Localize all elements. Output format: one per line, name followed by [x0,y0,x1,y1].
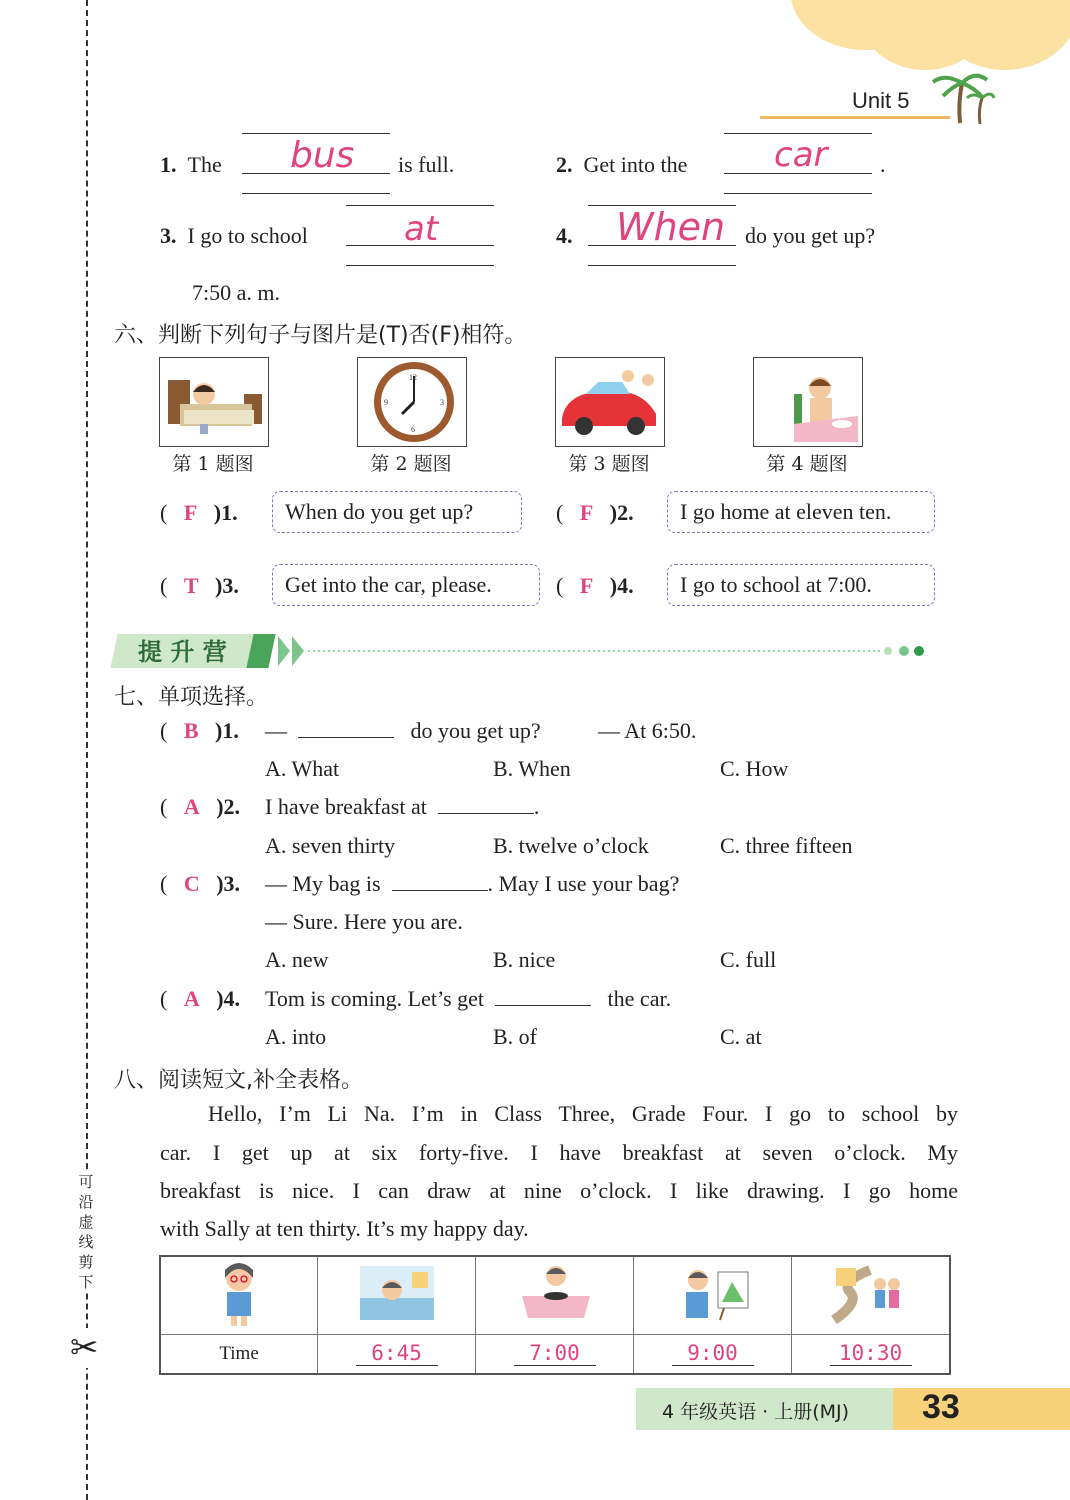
book-title: 4 年级英语 · 上册(MJ) [662,1401,850,1423]
picture-4 [753,357,863,447]
fill-item-2: 2. Get into the [556,152,688,177]
fill-item-4: 4. [556,223,573,248]
caption-1: 第 1 题图 [172,453,254,475]
option-4c: C. at [720,1024,762,1049]
caption-2: 第 2 题图 [370,453,452,475]
option-2b: B. twelve o’clock [493,833,649,858]
sentence-box-2: I go home at eleven ten. [667,491,935,533]
cut-instruction: 可沿虚线剪下 [76,1172,96,1292]
fill-item-3: 3. I go to school [160,223,308,248]
option-3b: B. nice [493,947,556,972]
table-cell-getup [318,1256,476,1334]
passage-line-4: with Sally at ten thirty. It’s my happy day. [160,1216,529,1241]
palm-tree-icon [925,68,995,126]
caption-3: 第 3 题图 [568,453,650,475]
judge-item-2: ( F )2. [556,500,634,525]
option-2a: A. seven thirty [265,833,396,858]
header-underline [760,116,950,119]
banner-label: 提 升 营 [138,638,227,666]
passage-line-2: car. I get up at six forty-five. I have breakfast at seven o’clock. My [160,1140,958,1165]
caption-4: 第 4 题图 [766,453,848,475]
time-cell-4: 10:30 [792,1334,951,1374]
picture-1 [159,357,269,447]
picture-3 [555,357,665,447]
svg-text:6: 6 [411,425,415,434]
girl-icon [209,1260,269,1326]
time-cell-2: 7:00 [476,1334,634,1374]
time-cell-3: 9:00 [634,1334,792,1374]
passage-line-1: Hello, I’m Li Na. I’m in Class Three, Grade Four. I go to school by [208,1101,958,1126]
waking-up-icon [356,1262,438,1324]
option-2c: C. three fifteen [720,833,853,858]
sentence-box-4: I go to school at 7:00. [667,564,935,606]
answer-lines-1: bus [242,133,390,195]
info-table [159,1255,951,1375]
answer-lines-2: car [724,133,872,195]
red-car-icon [556,358,664,446]
footer-page-bg [893,1388,1070,1430]
mc-question-3: ( C )3. [160,871,241,896]
table-cell-going-home [792,1256,951,1334]
answer-lines-3: at [346,205,494,267]
sleeping-boy-icon [160,358,268,446]
table-row-label: Time [160,1334,318,1374]
table-cell-drawing [634,1256,792,1334]
judge-item-1: ( F )1. [160,500,238,525]
option-4b: B. of [493,1024,537,1049]
judge-item-4: ( F )4. [556,573,634,598]
boy-eating-icon [754,358,862,446]
drawing-icon [672,1262,754,1324]
scissors-icon: ✂ [70,1330,99,1367]
mc-question-2: ( A )2. [160,794,241,819]
walking-home-icon [830,1262,912,1324]
option-4a: A. into [265,1024,327,1049]
table-cell-girl [160,1256,318,1334]
passage-line-3: breakfast is nice. I can draw at nine o’clock. I like drawing. I go home [160,1178,958,1203]
option-1c: C. How [720,756,789,781]
judge-item-3: ( T )3. [160,573,239,598]
section-8-title: 八、阅读短文,补全表格。 [114,1068,363,1093]
section-7-title: 七、单项选择。 [114,685,269,710]
sentence-box-1: When do you get up? [272,491,522,533]
mc-question-1: ( B )1. [160,718,239,743]
breakfast-icon [514,1262,596,1324]
clock-icon [358,358,466,446]
option-1b: B. When [493,756,571,781]
time-note: 7:50 a. m. [192,280,280,305]
page-number: 33 [922,1388,960,1426]
mc-question-4: ( A )4. [160,986,241,1011]
fill-item-1: 1. The [160,152,222,177]
answer-lines-4: When [588,205,736,267]
svg-text:3: 3 [440,398,444,407]
option-1a: A. What [265,756,340,781]
sentence-box-3: Get into the car, please. [272,564,540,606]
svg-text:9: 9 [384,398,388,407]
table-cell-breakfast [476,1256,634,1334]
picture-2 [357,357,467,447]
svg-text:12: 12 [409,373,417,382]
option-3a: A. new [265,947,329,972]
section-6-title: 六、判断下列句子与图片是(T)否(F)相符。 [114,323,527,348]
unit-label: Unit 5 [852,88,910,113]
time-cell-1: 6:45 [318,1334,476,1374]
banner-arrow-line [276,634,926,668]
option-3c: C. full [720,947,777,972]
